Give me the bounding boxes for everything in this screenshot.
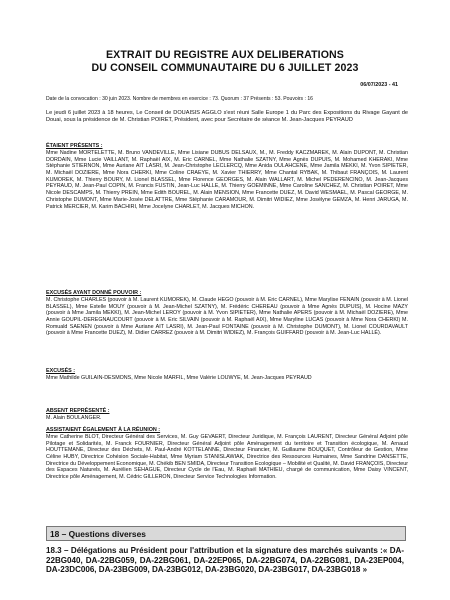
present-heading: ÉTAIENT PRÉSENTS : [46, 143, 103, 149]
excused-heading: EXCUSÉS : [46, 368, 76, 374]
present-list: Mme Nadine MORTELETTE, M. Bruno VANDEVILLE, Mme Lisiane DUBUS DELSAUX, M., M. Freddy KACZMAREK, M. Alain DUPONT, M. Christian DORDAIN, Mme Lucie VAILLANT, M. Raphaël AIX, M. Eric CARNEL, Mme Nathalie SZATNY, Mme Agnès DUPUIS, M. Mohamed KHERAKI, Mme Stéphanie STIERNON, Mme Auriane AIT LASRI, M. Jean-Christophe LECLERCQ, Mme Anida OULAHCENE, Mme Jamila MEKKI, M. Yvon SIPIETER, M. Michaël DOZIERE, Mme Nora CHERKI, Mme Coline CRAEYE, M. Xavier THIERRY, Mme Chantal RYBAK, M. Thibaut FRANÇOIS, M. Laurent KUMOREK, M. Thierry BOURY, M. Lionel BLASSEL, Mme Florence GEORGES, M. Alain WALLART, M. Michel PEDERENCINO, M. Jean-Jacques PEYRAUD, M. Jean-Paul COPIN, M. Francis FUSTIN, Jean-Luc HALLE, M. Thierry GOEMINNE, Mme Caroline SANCHEZ, M. Christian POIRET, Mme Nicole DESCAMPS, M. Thierry PREIN, Mme Edith BOUREL, M. Alain MENSION, Mme Francette DUEZ, M. David WESMAEL, M. Pascal GEORGE, M. Christophe DUMONT, Mme Marie-Josée DELATTRE, Mme Stéphanie CARAMOUR, M. Dimitri WIDIEZ, Mme Josélyne GEMZA, M. Henri JARUGA, M. Patrick MERCIER, M. Karim BACHIRI, Mme Jocelyne CHARLET, M. Jacques MICHON. [46, 149, 408, 210]
absent-list: M. Alain BOULANGER. [46, 414, 102, 421]
convocation-line: Date de la convocation : 30 juin 2023. Nombre de membres en exercice : 73. Quorum : 37 Présents : 53. Pouvoirs : 16 [46, 96, 313, 102]
delegation-paragraph: 18.3 – Délégations au Président pour l'attribution et la signature des marchés suivants :« DA-22BG040, DA-22BG059, DA-22BG061, DA-22EP065, DA-22BG074, DA-22BG081, DA-23EP004, DA-23DC006, DA-23BG009, DA-23BG012, DA-23BG020, DA-23BG017, DA-23BG018 » [46, 546, 404, 575]
absent-section [46, 408, 408, 422]
excused-section [46, 368, 408, 382]
deliberation-reference: 06/07/2023 - 41 [360, 82, 398, 88]
present-section [46, 143, 408, 210]
document-title-line2: DU CONSEIL COMMUNAUTAIRE DU 6 JUILLET 2023 [91, 62, 359, 74]
excused-list: Mme Mathilde GUILAIN-DESMONS, Mme Nicole MARFIL, Mme Valérie LOUWYE, M. Jean-Jacques PEYRAUD [46, 374, 312, 381]
section-header-title: 18 – Questions diverses [50, 528, 146, 539]
intro-paragraph: Le jeudi 6 juillet 2023 à 18 heures, Le Conseil de DOUAISIS AGGLO s'est réuni Salle Europe 1 du Parc des Expositions du Rivage Gayant de Douai, sous la présidence de M. Christian POIRET, Président, avec pour Secrétaire de séance M. Jean-Jacques PEYRAUD [46, 110, 408, 124]
document-title-line1: EXTRAIT DU REGISTRE AUX DELIBERATIONS [106, 49, 344, 61]
proxies-heading: EXCUSÉS AYANT DONNÉ POUVOIR : [46, 290, 142, 296]
proxies-list: M. Christophe CHARLES (pouvoir à M. Laurent KUMOREK), M. Claude HEGO (pouvoir à M. Eric CARNEL), Mme Marylise FENAIN (pouvoir à M. Lionel BLASSEL), Mme Estelle MOUY (pouvoir à M. Jean-Michel SZATNY), M. Frédéric CHEREAU (pouvoir à Mme Agnès DUPUIS), M. Hocine MAZY (pouvoir à Mme Jamila MEKKI), M. Jean-Michel LEROY (pouvoir à M. Yvon SIPIETER), Mme Nathalie APERS (pouvoir à M. Michaël DOZIERE), Mme Annie GOUPIL-DEREGNAUCOURT (pouvoir à M. Eric SILVAIN (pouvoir à M. Raphaël AIX), Mme Maryline LUCAS (pouvoir à Mme Nora CHERKI) M. Romuald SAENEN (pouvoir à Mme Auriane AIT LASRI), M. Jean-Paul FONTAINE (pouvoir à M. Christophe DUMONT), M. Lionel COURDAVAULT (pouvoir à Mme Francette DUEZ), M. Didier CARREZ (pouvoir à M. Dimitri WIDIEZ), M. François GUIFFARD (pouvoir à M. Jean-Luc HALLÉ). [46, 296, 408, 337]
section-header-bar [46, 526, 406, 541]
absent-heading: ABSENT REPRÉSENTÉ : [46, 408, 110, 414]
assisting-heading: ASSISTAIENT ÉGALEMENT À LA RÉUNION : [46, 427, 161, 433]
assisting-list: Mme Catherine BLOT, Directeur Général des Services, M. Guy GEVAERT, Directeur Juridique, M. François LAURENT, Directeur Général Adjoint pôle Pilotage et Solidarités, M. Franck FOURNIER, Directeur Général Adjoint pôle Aménagement du territoire et Transition écologique, M. Arnaud HOUTTEMANE, Directeur des Déchets, M. Paul-André KOTTELANNE, Directeur Financier, M. Guillaume BOUQUET, Contrôleur de Gestion, Mme Céline HUBY, Directrice Cohésion Sociale-Habitat, Mme Myriam STANISLAWIAK, Directrice des Ressources Humaines, Mme Sandrine DANSETTE, Directrice du Développement Economique, M. Chékib BEN SMIDA, Directeur Transition Ecologique – Mobilité et Qualité, M. David FRANÇOIS, Directeur des Espaces Naturels, M. Aurélien SEHAGUE, Directeur Cycle de l'Eau, M. Raphaël MATHIEU, chargé de communication, Mme Daisy VINCENT, Directrice pôle Aménagement, M. Cédric GILLERON, Directeur Service Technologies Information. [46, 433, 408, 481]
assisting-section [46, 427, 408, 481]
proxies-section [46, 290, 408, 337]
